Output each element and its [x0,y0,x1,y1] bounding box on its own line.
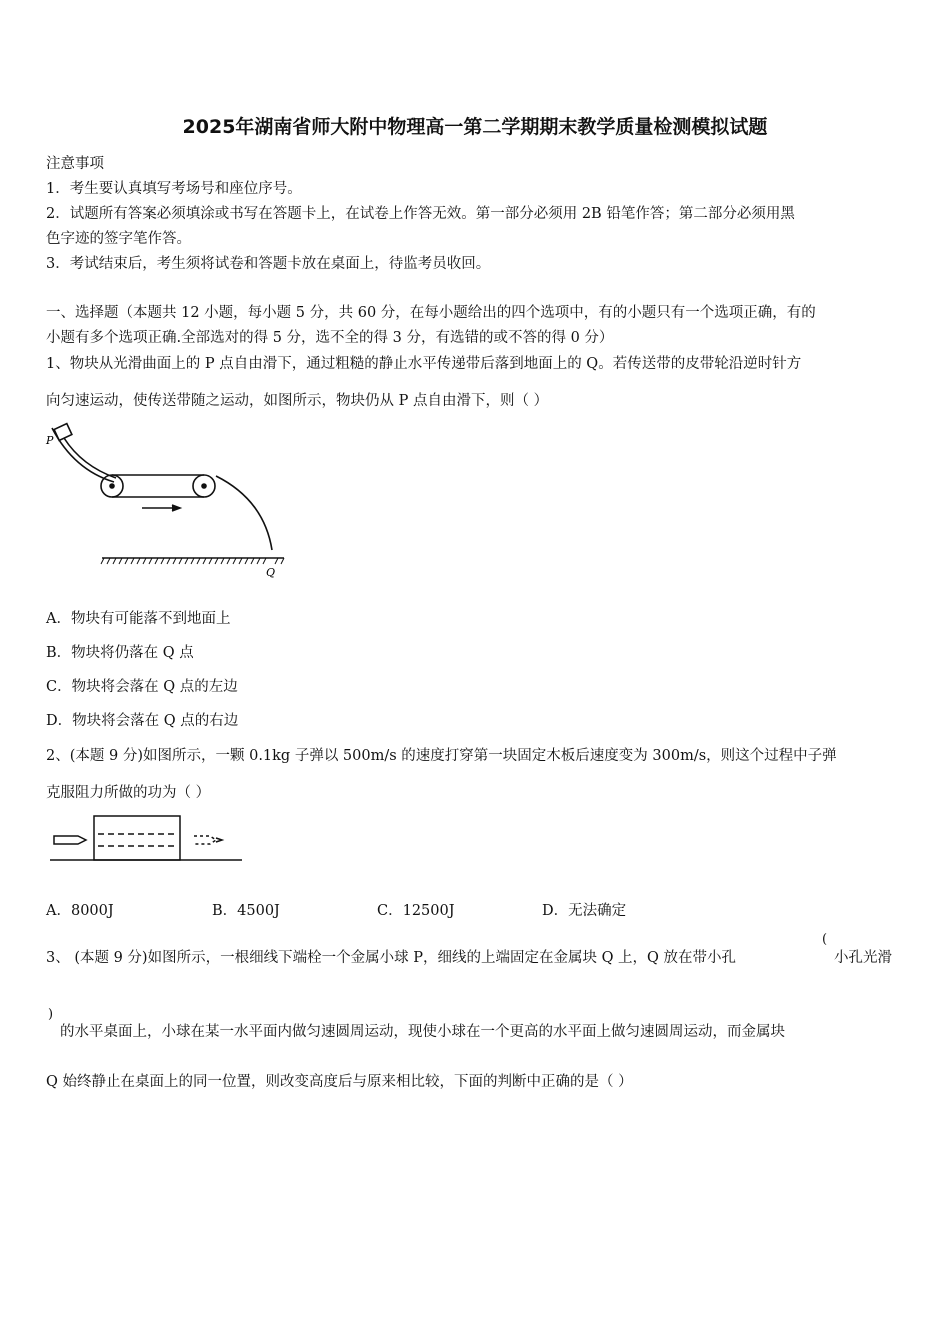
notice-item: 1．考生要认真填写考场号和座位序号。 [46,181,302,197]
q3-stem: 的水平桌面上，小球在某一水平面内做匀速圆周运动，现使小球在一个更高的水平面上做匀速圆周运动，而金属块 [60,1024,785,1040]
q3-stem: 小孔光滑 [834,950,892,966]
q3-open-paren: ( [822,932,828,947]
q1-option-a[interactable]: A．物块有可能落不到地面上 [46,611,231,627]
notice-item: 2．试题所有答案必须填涂或书写在答题卡上，在试卷上作答无效。第一部分必须用 2B 铅笔作答；第二部分必须用黑 [46,206,795,222]
q1-conveyor-figure [44,420,294,580]
q1-option-b[interactable]: B．物块将仍落在 Q 点 [46,645,194,661]
notice-item: 3．考试结束后，考生须将试卷和答题卡放在桌面上，待监考员收回。 [46,256,491,272]
q2-option-b[interactable]: B．4500J [212,903,280,919]
q2-stem: 2、(本题 9 分)如图所示，一颗 0.1kg 子弹以 500m/s 的速度打穿第一块固定木板后速度变为 300m/s，则这个过程中子弹 [46,748,837,764]
q1-stem: 1、物块从光滑曲面上的 P 点自由滑下，通过粗糙的静止水平传递带后落到地面上的 Q。若传送带的皮带轮沿逆时针方 [46,356,802,372]
q3-stem: Q 始终静止在桌面上的同一位置，则改变高度后与原来相比较，下面的判断中正确的是（ ） [46,1074,633,1090]
notice-heading: 注意事项 [46,156,104,172]
label-p: P [46,434,54,447]
page-title: 2025年湖南省师大附中物理高一第二学期期末教学质量检测模拟试题 [182,116,768,138]
q1-option-c[interactable]: C．物块将会落在 Q 点的左边 [46,679,238,695]
q2-option-a[interactable]: A．8000J [46,903,114,919]
q2-bullet-figure [50,812,250,868]
q2-stem: 克服阻力所做的功为（ ） [46,785,211,801]
q1-stem: 向匀速运动，使传送带随之运动，如图所示，物块仍从 P 点自由滑下，则（ ） [46,393,549,409]
section-instructions: 一、选择题（本题共 12 小题，每小题 5 分，共 60 分，在每小题给出的四个选项中，有的小题只有一个选项正确，有的 [46,305,816,321]
q3-stem: 3、 (本题 9 分)如图所示，一根细线下端栓一个金属小球 P，细线的上端固定在金属块 Q 上，Q 放在带小孔 [46,950,737,966]
notice-item: 色字迹的签字笔作答。 [46,231,191,247]
q3-close-paren: ) [48,1007,54,1022]
section-instructions: 小题有多个选项正确.全部选对的得 5 分，选不全的得 3 分，有选错的或不答的得 0 分） [46,330,614,346]
q2-option-d[interactable]: D．无法确定 [542,903,627,919]
q2-option-c[interactable]: C．12500J [377,903,455,919]
label-q: Q [266,566,276,579]
q1-option-d[interactable]: D．物块将会落在 Q 点的右边 [46,713,239,729]
